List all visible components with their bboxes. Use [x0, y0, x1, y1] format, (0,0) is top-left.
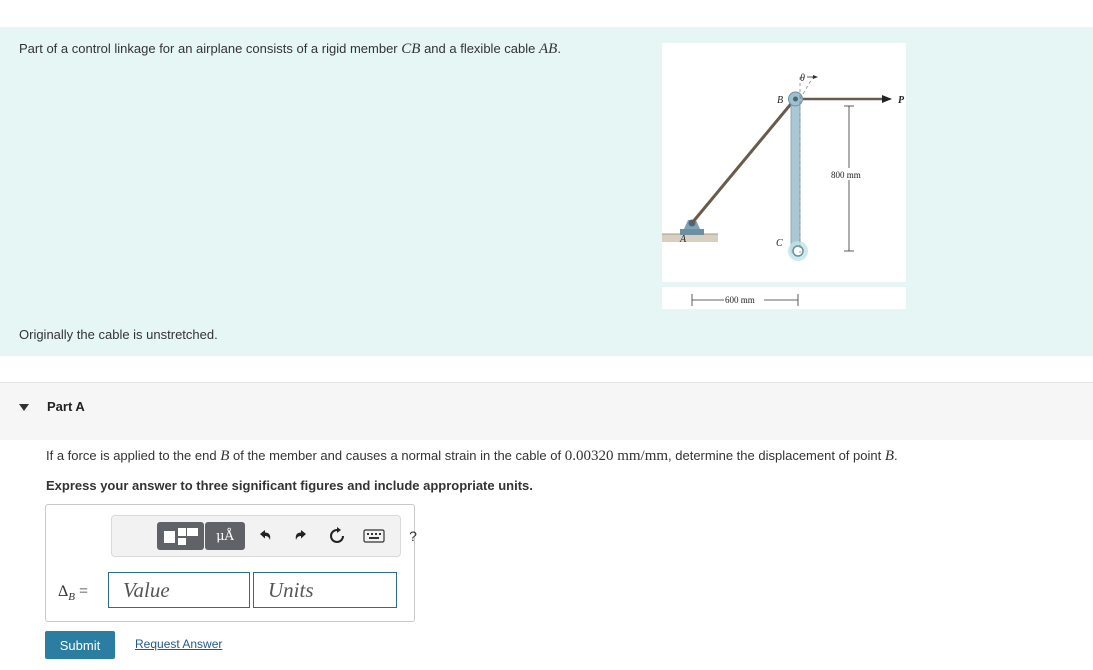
question-point-b: B — [220, 448, 230, 464]
member-cb-bar — [791, 97, 800, 253]
question-part2: of the member and causes a normal strain in the cable of — [232, 448, 562, 463]
linkage-figure — [662, 43, 906, 282]
cable-ab: AB — [539, 41, 558, 57]
collapse-caret-icon[interactable] — [19, 404, 29, 411]
part-title: Part A — [47, 399, 85, 414]
member-cb: CB — [401, 41, 421, 57]
units-mu-icon[interactable]: μÅ — [205, 522, 245, 550]
label-theta: θ — [800, 73, 805, 84]
dim-600-panel — [662, 287, 906, 309]
value-input[interactable] — [109, 573, 249, 607]
question-part3: , determine the displacement of point — [668, 448, 882, 463]
answer-subscript: B — [68, 591, 76, 604]
units-field[interactable] — [253, 572, 397, 608]
question-period: . — [894, 448, 898, 463]
question-part1: If a force is applied to the end — [46, 448, 217, 463]
intro-panel — [0, 27, 1093, 356]
dim-800: 800 mm — [831, 170, 861, 180]
intro-text-part2: and a flexible cable — [424, 41, 536, 56]
label-b: B — [777, 95, 784, 106]
redo-icon[interactable] — [290, 522, 312, 550]
question-text — [46, 448, 898, 465]
answer-equals: = — [79, 583, 89, 600]
request-answer-link[interactable]: Request Answer — [135, 637, 223, 651]
instruction-text: Express your answer to three significant figures and include appropriate units. — [46, 478, 533, 493]
units-input[interactable] — [254, 573, 396, 607]
math-toolbar — [111, 515, 417, 557]
part-a-header[interactable] — [0, 382, 1093, 440]
dim-600 — [662, 287, 906, 309]
cable-ab-line — [692, 99, 795, 223]
linkage-diagram — [662, 43, 906, 282]
reset-icon[interactable] — [326, 522, 348, 550]
force-p-arrow — [882, 95, 892, 103]
answer-box — [45, 504, 415, 622]
keyboard-icon[interactable] — [362, 522, 386, 550]
question-strain: 0.00320 mm/mm — [564, 448, 669, 464]
question-point-b-end: B — [884, 448, 895, 464]
value-field[interactable] — [108, 572, 250, 608]
label-p: P — [898, 95, 905, 106]
answer-delta: Δ — [58, 583, 69, 600]
ground-hatch — [662, 234, 718, 242]
intro-note: Originally the cable is unstretched. — [19, 327, 218, 342]
intro-text-part1: Part of a control linkage for an airplane consists of a rigid member — [19, 41, 398, 56]
submit-button[interactable]: Submit — [45, 631, 115, 659]
label-c: C — [776, 238, 783, 249]
intro-text-end: . — [557, 41, 561, 56]
answer-label — [58, 583, 88, 603]
intro-text — [19, 41, 561, 58]
undo-icon[interactable] — [254, 522, 276, 550]
templates-icon[interactable] — [157, 522, 204, 550]
dim-600-label: 600 mm — [725, 295, 755, 305]
label-a: A — [680, 234, 687, 245]
help-icon[interactable]: ? — [409, 528, 417, 544]
